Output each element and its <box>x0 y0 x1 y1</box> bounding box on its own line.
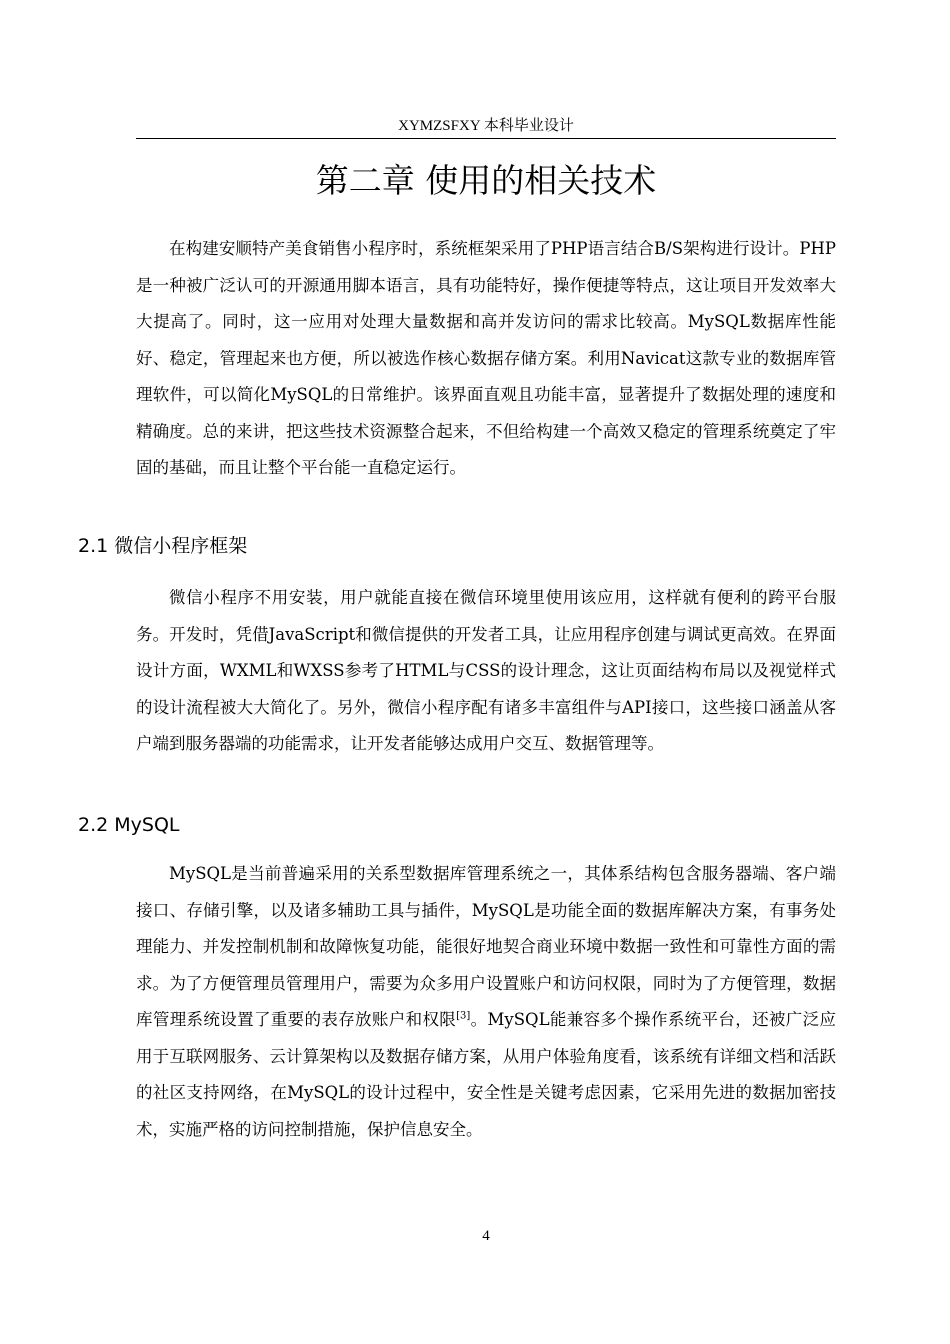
mysql-paragraph-part1: MySQL是当前普遍采用的关系型数据库管理系统之一，其体系结构包含服务器端、客户端接口、存储引擎，以及诸多辅助工具与插件，MySQL是功能全面的数据库解决方案，有事务处理能力、并发控制机制和故障恢复功能，能很好地契合商业环境中数据一致性和可靠性方面的需求。为了方便管理员管理用户，需要为众多用户设置账户和访问权限，同时为了方便管理，数据库管理系统设置了重要的表存放账户和权限 <box>136 864 836 1029</box>
header-rule <box>136 138 836 139</box>
section-heading-mysql: 2.2 MySQL <box>78 814 180 836</box>
mysql-paragraph <box>136 856 836 1148</box>
wechat-miniprogram-paragraph: 微信小程序不用安装，用户就能直接在微信环境里使用该应用，这样就有便利的跨平台服务。开发时，凭借JavaScript和微信提供的开发者工具，让应用程序创建与调试更高效。在界面设计方面，WXML和WXSS参考了HTML与CSS的设计理念，这让页面结构布局以及视觉样式的设计流程被大大简化了。另外，微信小程序配有诸多丰富组件与API接口，这些接口涵盖从客户端到服务器端的功能需求，让开发者能够达成用户交互、数据管理等。 <box>136 588 836 753</box>
citation-reference: [3] <box>456 1010 471 1022</box>
section-heading-wechat-miniprogram: 2.1 微信小程序框架 <box>78 535 248 557</box>
page-number: 4 <box>482 1228 490 1244</box>
chapter-title: 第二章 使用的相关技术 <box>315 161 657 200</box>
intro-paragraph: 在构建安顺特产美食销售小程序时，系统框架采用了PHP语言结合B/S架构进行设计。PHP是一种被广泛认可的开源通用脚本语言，具有功能特好，操作便捷等特点，这让项目开发效率大大提高了。同时，这一应用对处理大量数据和高并发访问的需求比较高。MySQL数据库性能好、稳定，管理起来也方便，所以被选作核心数据存储方案。利用Navicat这款专业的数据库管理软件，可以简化MySQL的日常维护。该界面直观且功能丰富，显著提升了数据处理的速度和精确度。总的来讲，把这些技术资源整合起来，不但给构建一个高效又稳定的管理系统奠定了牢固的基础，而且让整个平台能一直稳定运行。 <box>136 239 836 477</box>
running-header: XYMZSFXY 本科毕业设计 <box>398 118 574 134</box>
mysql-paragraph-part2: 。MySQL能兼容多个操作系统平台，还被广泛应用于互联网服务、云计算架构以及数据存储方案，从用户体验角度看，该系统有详细文档和活跃的社区支持网络，在MySQL的设计过程中，安全性是关键考虑因素，它采用先进的数据加密技术，实施严格的访问控制措施，保护信息安全。 <box>136 1010 836 1139</box>
